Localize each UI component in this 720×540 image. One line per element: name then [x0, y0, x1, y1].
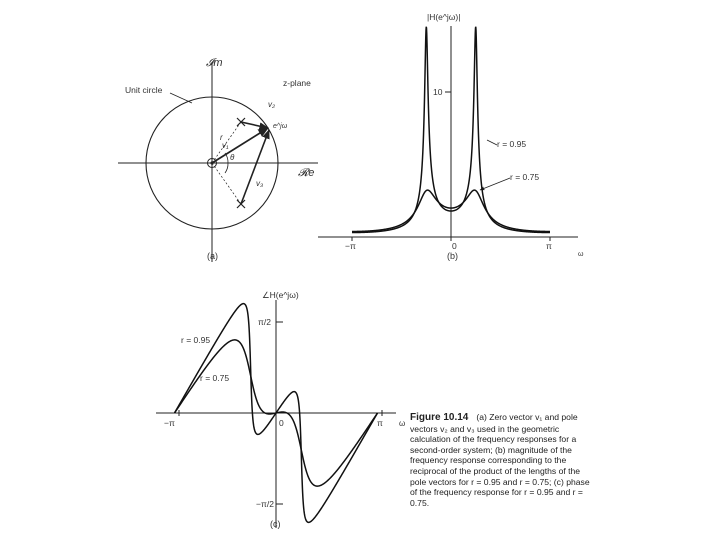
panel-b-letter: (b)	[447, 251, 458, 261]
ejw-label: e^jω	[273, 123, 288, 130]
caption-text: (a) Zero vector v₁ and pole vectors v₂ and v₃ used in the geometric calculation of the frequency responses for a second-order system; (b) magnitude of the frequency response corresponding to the reciprocal of the product of the lengths of the pole vectors for r = 0.95 and r = 0.75; (c) phase of the frequency response for r = 0.95 and r = 0.75.	[410, 412, 590, 508]
caption-title: Figure 10.14	[410, 412, 469, 423]
b-leader-r075	[480, 178, 510, 190]
panel-a-letter: (a)	[207, 251, 218, 261]
unit-circle-label: Unit circle	[125, 85, 163, 95]
unit-circle-leader	[170, 93, 192, 103]
panel-b-magnitude	[318, 12, 584, 261]
c-ytick-pi2-label: π/2	[258, 317, 271, 327]
c-xtick-pi-label: π	[377, 418, 383, 428]
c-label-r075: r = 0.75	[200, 373, 230, 383]
c-label-r095: r = 0.95	[181, 335, 211, 345]
b-omega-label: ω	[578, 251, 584, 258]
re-axis-label: 𝓡e	[298, 167, 315, 179]
panel-c-letter: (c)	[270, 519, 281, 529]
b-label-r095: r = 0.95	[497, 139, 527, 149]
z-plane-label: z-plane	[283, 78, 311, 88]
figure-caption	[410, 412, 590, 508]
b-label-r075: r = 0.75	[510, 172, 540, 182]
r-label: r	[220, 133, 223, 142]
v3-vector	[241, 130, 269, 204]
b-xtick-neg-pi-label: −π	[345, 241, 356, 251]
b-xtick-pi-label: π	[546, 241, 552, 251]
v3-label: v₃	[256, 179, 264, 188]
panel-c-phase	[156, 290, 405, 529]
im-axis-label: 𝓘m	[206, 57, 223, 69]
v2-label: v₂	[268, 100, 276, 109]
c-xtick-zero-label: 0	[279, 418, 284, 428]
b-xtick-zero-label: 0	[452, 241, 457, 251]
c-xtick-neg-pi-label: −π	[164, 418, 175, 428]
b-leader-r095	[487, 140, 497, 145]
v1-label: v₁	[222, 141, 229, 150]
c-ytick-neg-pi2-label: −π/2	[256, 499, 274, 509]
theta-label: θ	[230, 153, 235, 162]
neg-theta-arc	[225, 163, 228, 173]
b-ylabel: |H(e^jω)|	[427, 12, 461, 22]
panel-a-zplane	[118, 57, 318, 262]
conj-pole-radius-line	[212, 163, 241, 204]
b-ytick-10-label: 10	[433, 87, 443, 97]
c-ylabel: ∠H(e^jω)	[262, 290, 299, 300]
c-omega-label: ω	[399, 419, 406, 428]
